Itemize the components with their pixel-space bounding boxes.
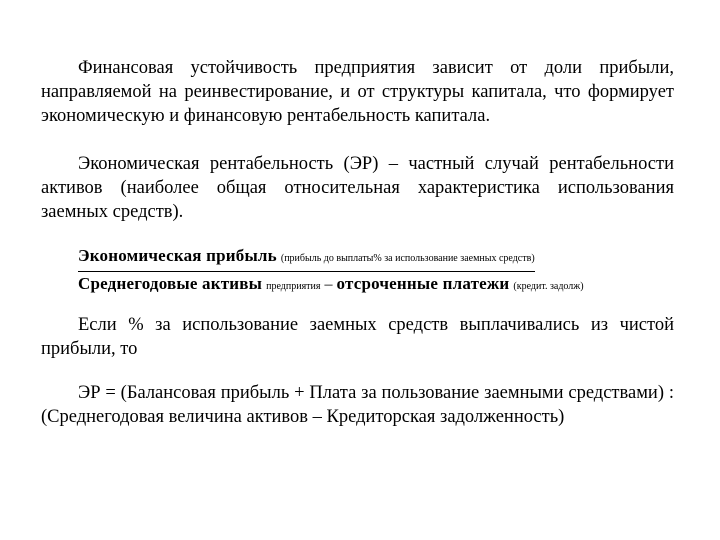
economic-profitability-fraction (78, 244, 678, 299)
denominator-minus: – (320, 276, 337, 293)
fraction-numerator (78, 244, 678, 272)
paragraph-financial-stability: Финансовая устойчивость предприятия зависит от доли прибыли, направляемой на реинвестирование, и от структуры капитала, что формирует экономическую и финансовую рентабельность капитала. (41, 58, 674, 126)
paragraph-er-formula: ЭР = (Балансовая прибыль + Плата за пользование заемными средствами) : (Среднегодовая величина активов – Кредиторская задолженность) (41, 383, 674, 427)
denominator-main-deferred: отсроченные платежи (336, 274, 510, 293)
denominator-main: Среднегодовые активы (78, 274, 263, 293)
numerator-note: (прибыль до выплаты% за использование заемных средств) (280, 253, 535, 264)
paragraph-interest-condition: Если % за использование заемных средств выплачивались из чистой прибыли, то (41, 315, 674, 359)
denominator-note-credit: (кредит. задолж) (513, 281, 584, 292)
fraction-denominator (78, 272, 678, 299)
paragraph-economic-profitability: Экономическая рентабельность (ЭР) – частный случай рентабельности активов (наиболее общая относительная характеристика использования заемных средств). (41, 154, 674, 222)
denominator-note-enterprise: предприятия (266, 281, 321, 292)
numerator-underline (78, 244, 535, 272)
numerator-main: Экономическая прибыль (78, 246, 277, 265)
